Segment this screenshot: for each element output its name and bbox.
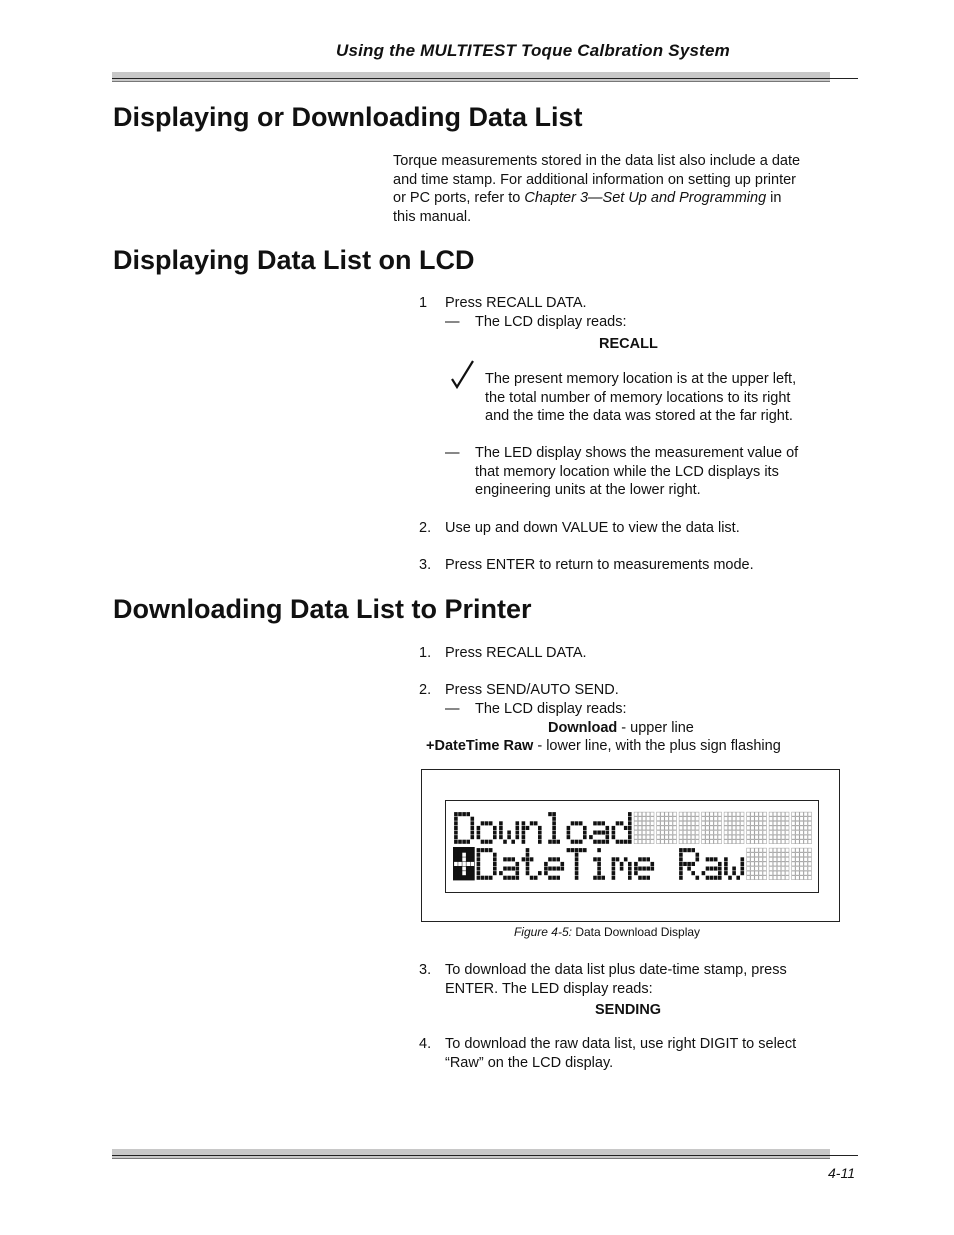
lcd-cell xyxy=(679,812,699,844)
lcd-cell xyxy=(679,848,699,880)
step-text: Press RECALL DATA. xyxy=(445,295,587,311)
lcd-cell xyxy=(747,848,767,880)
intro-line: or PC ports, refer to Chapter 3—Set Up and Programming in xyxy=(393,190,782,207)
step-subtext: The LCD display reads: xyxy=(475,314,627,330)
lcd-cell xyxy=(702,812,722,844)
step-number: 4. xyxy=(419,1036,432,1052)
lcd-cell xyxy=(544,812,564,844)
note-text: The present memory location is at the upper left, the total number of memory locations to its right and the time the data was stored at the far right. xyxy=(485,371,797,425)
lcd-cell xyxy=(522,848,542,880)
step-text: Press ENTER to return to measurements mode. xyxy=(445,557,754,573)
figure-caption: Figure 4-5: Data Download Display xyxy=(513,925,701,939)
lcd-cell xyxy=(724,848,744,880)
step-number: 3. xyxy=(419,557,432,573)
lcd-cell xyxy=(499,812,519,844)
intro-line: this manual. xyxy=(393,208,472,225)
step-text: To download the data list plus date-time stamp, press ENTER. The LED display reads: xyxy=(445,962,787,997)
step-text: Press SEND/AUTO SEND. xyxy=(445,682,619,698)
lcd-cell xyxy=(589,848,609,880)
step-number: 2. xyxy=(419,682,432,698)
dash-bullet: — xyxy=(445,701,460,717)
header-rule-bar xyxy=(112,72,830,82)
led-reads-sending: SENDING xyxy=(595,1002,662,1018)
step-subtext: The LCD display reads: xyxy=(475,701,627,717)
page-number: 4-11 xyxy=(828,1165,855,1181)
lcd-reads-recall: RECALL xyxy=(599,336,658,352)
step-text: Use up and down VALUE to view the data list. xyxy=(445,520,740,536)
intro-line: and time stamp. For additional information on setting up printer xyxy=(393,171,796,188)
checkmark-icon xyxy=(448,357,478,393)
lcd-cell xyxy=(634,848,654,880)
lcd-cell xyxy=(747,812,767,844)
lcd-cell xyxy=(567,848,587,880)
section-title-displaying-or-downloading: Displaying or Downloading Data List xyxy=(113,102,583,132)
intro-paragraph xyxy=(393,152,868,226)
dash-bullet: — xyxy=(445,314,460,330)
lcd-cell xyxy=(792,812,812,844)
step-text: Press RECALL DATA. xyxy=(445,645,587,661)
lcd-cell xyxy=(612,848,632,880)
dash-bullet: — xyxy=(445,445,460,461)
step-number: 1. xyxy=(419,645,432,661)
lcd-cell xyxy=(634,812,654,844)
figure-frame xyxy=(421,769,840,922)
step-number: 1 xyxy=(419,295,428,311)
lcd-cell xyxy=(792,848,812,880)
led-description: The LED display shows the measurement value of that memory location while the LCD displays its engineering units at the lower right. xyxy=(475,445,799,499)
lcd-lower-line-note: +DateTime Raw - lower line, with the plus sign flashing xyxy=(426,738,781,754)
step-text: To download the raw data list, use right DIGIT to select “Raw” on the LCD display. xyxy=(445,1036,797,1071)
lcd-dot-matrix xyxy=(453,811,813,883)
lcd-cell xyxy=(657,848,677,880)
lcd-cell xyxy=(612,812,632,844)
lcd-cell xyxy=(477,848,497,880)
header-rule-line xyxy=(112,78,858,79)
lcd-cell xyxy=(657,812,677,844)
footer-rule-bar xyxy=(112,1149,830,1159)
step-number: 3. xyxy=(419,962,432,978)
lcd-upper-line-note: Download - upper line xyxy=(548,720,694,736)
lcd-cell xyxy=(499,848,519,880)
lcd-cell xyxy=(702,848,722,880)
running-header: Using the MULTITEST Toque Calbration System xyxy=(336,41,730,60)
lcd-cell xyxy=(769,848,789,880)
lcd-cell xyxy=(724,812,744,844)
lcd-cell xyxy=(453,847,475,880)
lcd-cell xyxy=(454,812,474,844)
lcd-cell xyxy=(769,812,789,844)
step-number: 2. xyxy=(419,520,432,536)
lcd-cell xyxy=(522,812,542,844)
section-title-displaying-on-lcd: Displaying Data List on LCD xyxy=(113,245,475,275)
lcd-cell xyxy=(589,812,609,844)
lcd-cell xyxy=(477,812,497,844)
intro-line: Torque measurements stored in the data list also include a date xyxy=(393,153,801,169)
lcd-display xyxy=(445,800,819,893)
footer-rule-line xyxy=(112,1155,858,1156)
lcd-cell xyxy=(544,848,564,880)
lcd-cell xyxy=(567,812,587,844)
chapter-reference: Chapter 3—Set Up and Programming xyxy=(524,190,767,207)
section-title-downloading-to-printer: Downloading Data List to Printer xyxy=(113,594,532,624)
